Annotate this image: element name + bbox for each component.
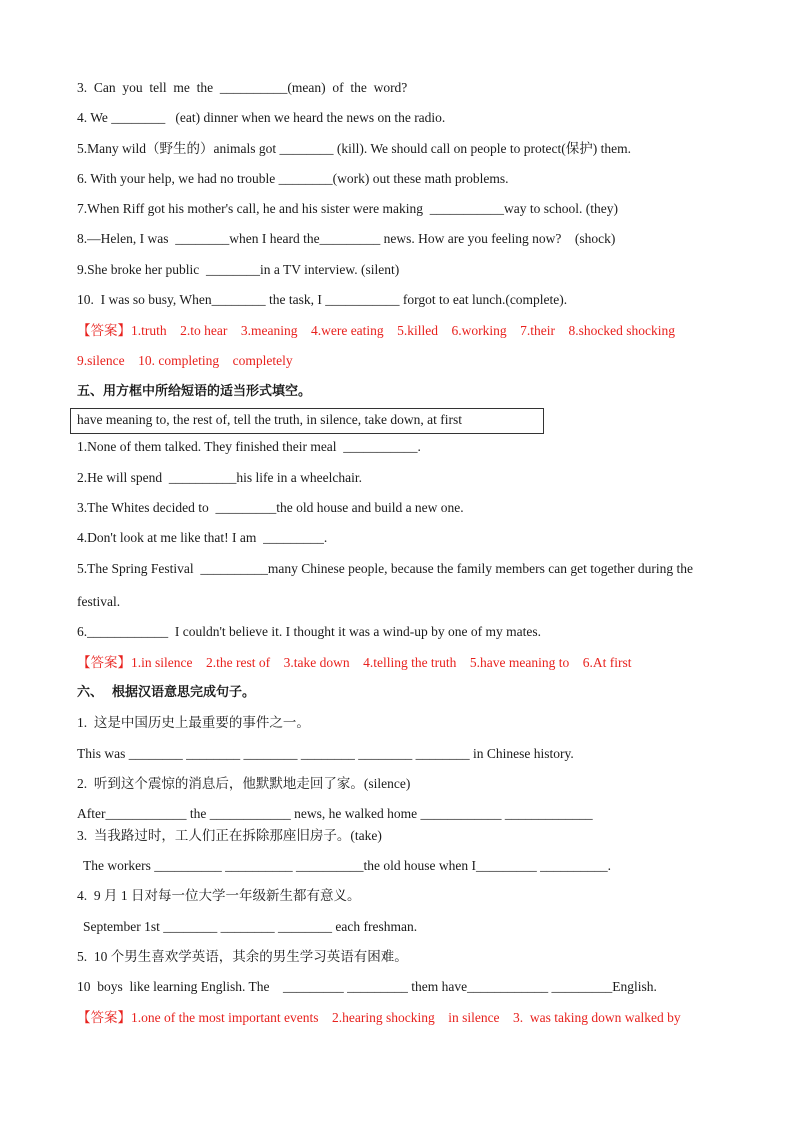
exercise-5-item-3: 3.The Whites decided to _________the old house and build a new one. bbox=[77, 500, 464, 515]
exercise-5-item-5-continued: festival. bbox=[77, 594, 121, 609]
exercise-4-item-5: 5.Many wild（野生的）animals got ________ (kill). We should call on people to protect(保护) them. bbox=[77, 141, 631, 156]
exercise-5-answers: 【答案】1.in silence 2.the rest of 3.take down 4.telling the truth 5.have meaning to 6.At first bbox=[77, 655, 632, 670]
exercise-5-item-6: 6.____________ I couldn't believe it. I thought it was a wind-up by one of my mates. bbox=[77, 624, 541, 639]
exercise-4-answers-line-1: 【答案】1.truth 2.to hear 3.meaning 4.were eating 5.killed 6.working 7.their 8.shocked shocking bbox=[77, 323, 676, 338]
exercise-6-chinese-1: 1. 这是中国历史上最重要的事件之一。 bbox=[77, 715, 310, 730]
exercise-5-item-4: 4.Don't look at me like that! I am _________. bbox=[77, 530, 328, 545]
exercise-4-item-9: 9.She broke her public ________in a TV interview. (silent) bbox=[77, 262, 400, 277]
exercise-6-english-5: 10 boys like learning English. The _________ _________ them have____________ _________English. bbox=[77, 979, 657, 994]
exercise-6-english-1: This was ________ ________ ________ ________ ________ ________ in Chinese history. bbox=[77, 746, 574, 761]
phrase-box bbox=[70, 408, 544, 434]
exercise-4-item-3: 3. Can you tell me the __________(mean) of the word? bbox=[77, 80, 408, 95]
exercise-6-english-3: The workers __________ __________ __________the old house when I_________ __________. bbox=[83, 858, 611, 873]
phrase-box-text: have meaning to, the rest of, tell the truth, in silence, take down, at first bbox=[77, 412, 463, 427]
section-6-heading: 六、 根据汉语意思完成句子。 bbox=[77, 685, 256, 700]
exercise-6-english-4: September 1st ________ ________ ________ each freshman. bbox=[83, 919, 418, 934]
exercise-6-answers: 【答案】1.one of the most important events 2.hearing shocking in silence 3. was taking down walked by bbox=[77, 1010, 681, 1025]
exercise-4-answers-line-2: 9.silence 10. completing completely bbox=[77, 353, 293, 368]
exercise-5-item-2: 2.He will spend __________his life in a wheelchair. bbox=[77, 470, 362, 485]
exercise-6-english-2: After____________ the ____________ news, he walked home ____________ _____________ bbox=[77, 806, 593, 821]
exercise-6-chinese-4: 4. 9 月 1 日对每一位大学一年级新生都有意义。 bbox=[77, 888, 361, 903]
exercise-4-item-7: 7.When Riff got his mother's call, he and his sister were making ___________way to school. (they) bbox=[77, 201, 618, 216]
exercise-4-item-6: 6. With your help, we had no trouble ________(work) out these math problems. bbox=[77, 171, 509, 186]
exercise-4-item-10: 10. I was so busy, When________ the task, I ___________ forgot to eat lunch.(complete). bbox=[77, 292, 568, 307]
exercise-5-item-5: 5.The Spring Festival __________many Chinese people, because the family members can get together during the bbox=[77, 561, 693, 576]
exercise-4-item-8: 8.—Helen, I was ________when I heard the_________ news. How are you feeling now? (shock) bbox=[77, 231, 616, 246]
exercise-4-item-4: 4. We ________ (eat) dinner when we heard the news on the radio. bbox=[77, 110, 446, 125]
exercise-6-chinese-5: 5. 10 个男生喜欢学英语，其余的男生学习英语有困难。 bbox=[77, 949, 408, 964]
section-5-heading: 五、用方框中所给短语的适当形式填空。 bbox=[77, 384, 312, 399]
exercise-6-chinese-3: 3. 当我路过时，工人们正在拆除那座旧房子。(take) bbox=[77, 828, 382, 843]
exercise-6-chinese-2: 2. 听到这个震惊的消息后，他默默地走回了家。(silence) bbox=[77, 776, 411, 791]
exercise-5-item-1: 1.None of them talked. They finished their meal ___________. bbox=[77, 439, 421, 454]
